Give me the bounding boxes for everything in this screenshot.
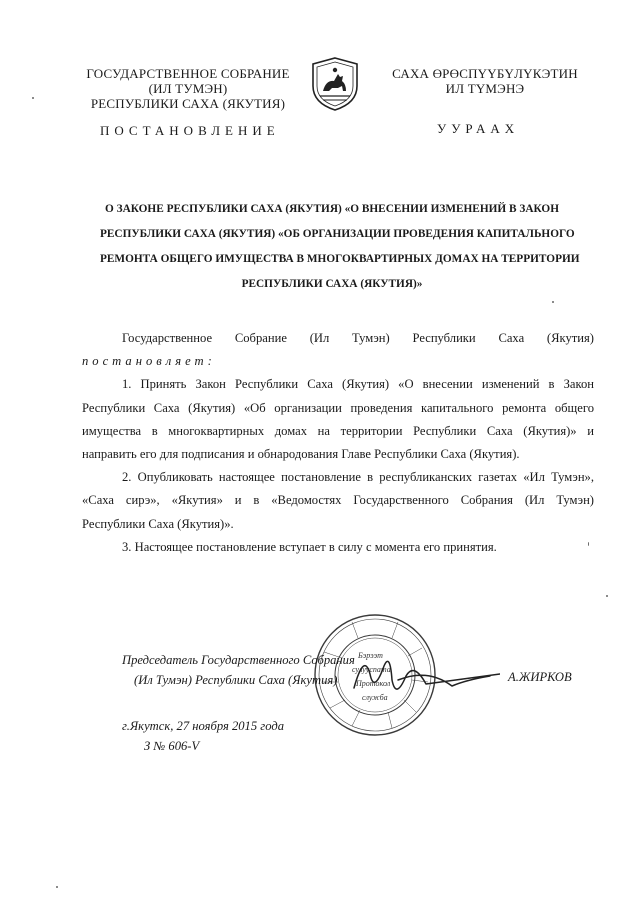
resolution-verb: постановляет: [82,354,216,369]
issuer-line: САХА ӨРӨСПҮҮБҮЛҮКЭТИН [392,66,578,81]
item-line: направить его для подписания и обнародования Главе Республики Саха (Якутия). [82,447,520,462]
item-line: Республики Саха (Якутия)». [82,516,234,531]
resolution-item-2 [82,466,594,536]
position-line: Председатель Государственного Собрания [122,653,355,667]
item-line: 2. Опубликовать настоящее постановление в республиканских газетах «Ил Тумэн», [122,470,594,485]
handwritten-signature-icon [340,640,500,720]
scan-speck [588,542,589,546]
issuer-line: ГОСУДАРСТВЕННОЕ СОБРАНИЕ [86,66,290,81]
issuer-name-yakut [372,66,598,96]
document-body [82,327,594,559]
svg-text:Бэрээт: Бэрээт [358,651,383,660]
document-type-russian: ПОСТАНОВЛЕНИЕ [100,123,280,138]
svg-text:служба: служба [362,693,388,702]
title-line: О ЗАКОНЕ РЕСПУБЛИКИ САХА (ЯКУТИЯ) «О ВНЕСЕНИИ ИЗМЕНЕНИЙ В ЗАКОН [105,203,559,215]
title-line: РЕМОНТА ОБЩЕГО ИМУЩЕСТВА В МНОГОКВАРТИРНЫХ ДОМАХ НА ТЕРРИТОРИИ [100,253,580,265]
document-title [100,197,580,297]
title-line: РЕСПУБЛИКИ САХА (ЯКУТИЯ) «ОБ ОРГАНИЗАЦИИ ПРОВЕДЕНИЯ КАПИТАЛЬНОГО [100,228,575,240]
signatory-position [122,650,355,690]
scan-speck [32,97,34,99]
document-type-yakut: УУРААХ [437,121,520,136]
item-line: Республики Саха (Якутия) «Об организации проведения капитального ремонта общего [82,400,594,415]
place-date: г.Якутск, 27 ноября 2015 года [122,719,285,733]
issuer-line: РЕСПУБЛИКИ САХА (ЯКУТИЯ) [90,96,286,111]
issuer-line: ИЛ ТҮМЭНЭ [445,81,525,96]
intro-line: Государственное Собрание (Ил Тумэн) Республики Саха (Якутия) [122,331,594,345]
svg-text:сулууспата: сулууспата [352,665,391,674]
svg-text:Протокол: Протокол [356,679,391,688]
place-and-date-block [122,716,284,756]
scan-speck [606,595,608,597]
resolution-item-3: 3. Настоящее постановление вступает в силу с момента его принятия. [122,539,497,554]
signatory-name: А.ЖИРКОВ [508,670,572,684]
item-line: имущества в многоквартирных домах на территории Республики Саха (Якутия)» и [82,423,594,438]
scan-speck [552,301,554,303]
issuer-line: (ИЛ ТУМЭН) [148,81,228,96]
document-number: З № 606-V [144,739,200,753]
resolution-item-1 [82,373,594,466]
item-line: «Саха сирэ», «Якутия» и в «Ведомостях Государственного Собрания (Ил Тумэн) [82,493,594,508]
scan-speck [56,886,58,888]
coat-of-arms-icon [308,56,362,112]
title-line: РЕСПУБЛИКИ САХА (ЯКУТИЯ)» [241,278,423,290]
position-line: (Ил Тумэн) Республики Саха (Якутия) [134,673,338,687]
issuer-name-russian [70,66,306,111]
item-line: 1. Принять Закон Республики Саха (Якутия) «О внесении изменений в Закон [122,377,594,392]
